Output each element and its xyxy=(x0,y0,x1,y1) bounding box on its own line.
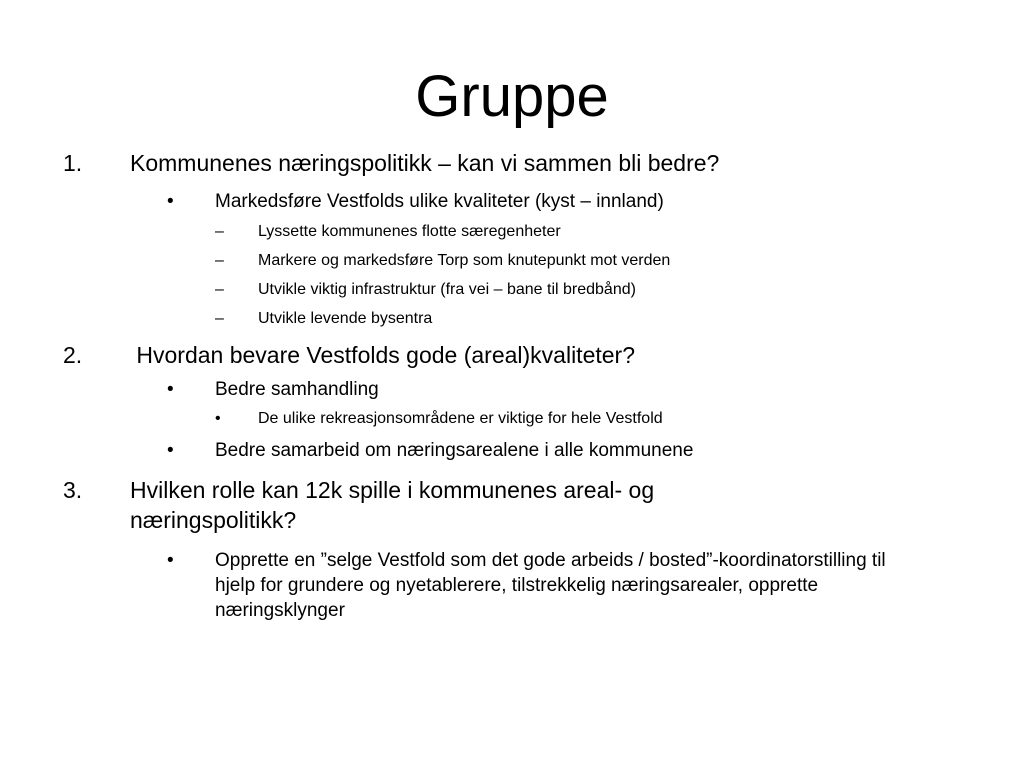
item-text: De ulike rekreasjonsområdene er viktige for hele Vestfold xyxy=(258,410,663,427)
item-number: 3. xyxy=(63,477,83,503)
item-text: Hvilken rolle kan 12k spille i kommunenes areal- og næringspolitikk? xyxy=(130,477,655,533)
item-text: Hvordan bevare Vestfolds gode (areal)kvaliteter? xyxy=(130,342,636,368)
item-text: Utvikle levende bysentra xyxy=(258,310,433,327)
item-text: Utvikle viktig infrastruktur (fra vei – bane til bredbånd) xyxy=(258,281,636,298)
item-text: Bedre samarbeid om næringsarealene i alle kommunene xyxy=(215,440,694,461)
item-text: Lyssette kommunenes flotte særegenheter xyxy=(258,223,561,240)
bullet-icon: • xyxy=(167,191,174,212)
bullet-icon: • xyxy=(167,379,174,400)
bullet-icon: • xyxy=(167,550,174,571)
item-number: 2. xyxy=(63,342,83,368)
bullet-icon: • xyxy=(167,440,174,461)
list-item xyxy=(0,475,1024,537)
dash-icon: – xyxy=(215,281,224,298)
item-text: Kommunenes næringspolitikk – kan vi sammen bli bedre? xyxy=(130,150,720,176)
item-text: Markedsføre Vestfolds ulike kvaliteter (kyst – innland) xyxy=(215,191,664,212)
dash-icon: – xyxy=(215,223,224,240)
bullet-icon: • xyxy=(215,410,221,427)
item-text: Bedre samhandling xyxy=(215,379,379,400)
dash-icon: – xyxy=(215,310,224,327)
slide-title: Gruppe xyxy=(415,64,609,129)
item-text: Markere og markedsføre Torp som knutepunkt mot verden xyxy=(258,252,671,269)
item-text: Opprette en ”selge Vestfold som det gode arbeids / bosted”-koordinatorstilling til hjelp for grundere og nyetablerere, tilstrekkelig næringsarealer, opprette næringsklynger xyxy=(215,550,886,621)
list-item xyxy=(0,548,1024,628)
item-number: 1. xyxy=(63,150,83,176)
dash-icon: – xyxy=(215,252,224,269)
